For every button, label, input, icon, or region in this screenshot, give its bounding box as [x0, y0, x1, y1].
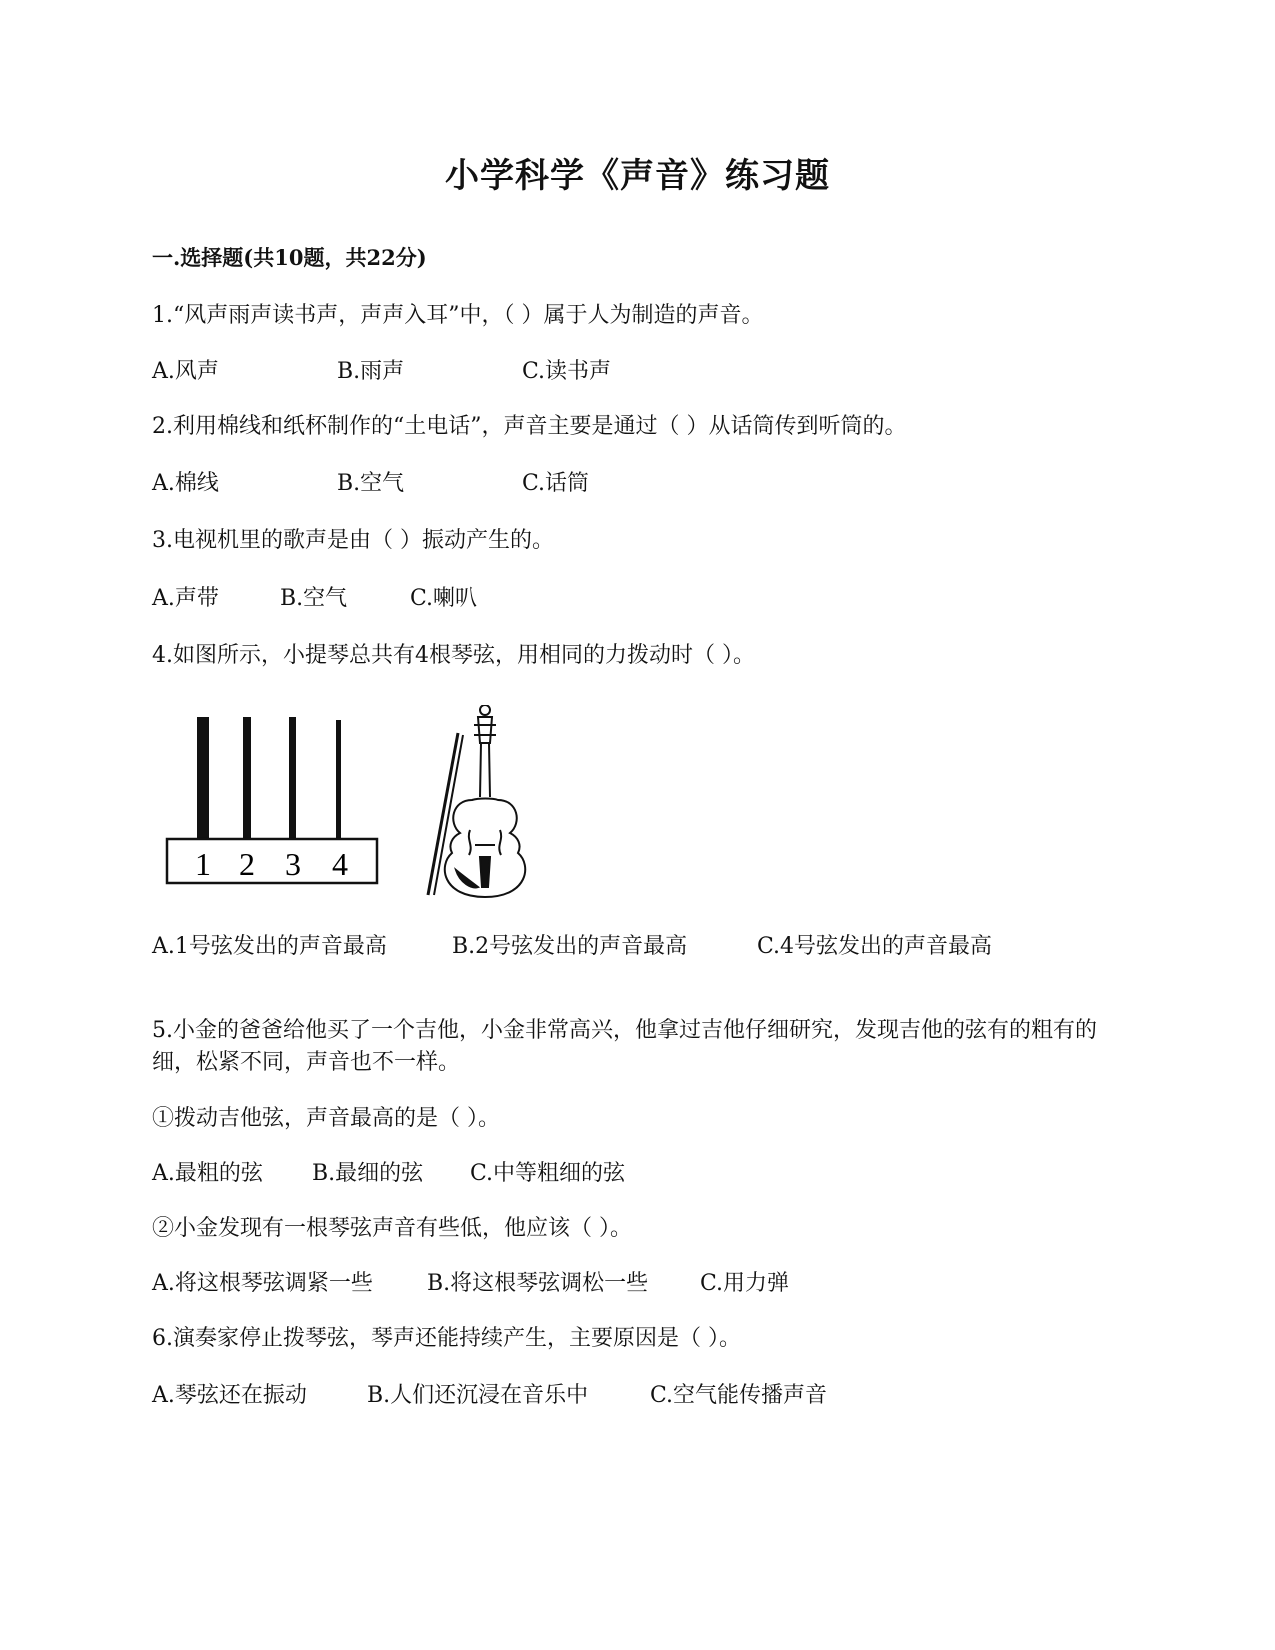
option-c[interactable]: C.话筒	[522, 471, 590, 496]
question-1: 1.“风声雨声读书声，声声入耳”中，（ ）属于人为制造的声音。	[152, 303, 764, 328]
violin-icon	[428, 705, 525, 897]
option-b[interactable]: B.最细的弦	[312, 1161, 424, 1186]
option-b[interactable]: B.雨声	[337, 359, 405, 384]
option-b[interactable]: B.2号弦发出的声音最高	[452, 934, 688, 959]
string-4	[336, 720, 341, 839]
option-a[interactable]: A.1号弦发出的声音最高	[152, 934, 387, 959]
option-a[interactable]: A.将这根琴弦调紧一些	[152, 1271, 373, 1296]
string-label-1: 1	[195, 846, 211, 882]
string-2	[243, 717, 251, 839]
question-5-sub-1-options	[152, 1158, 1152, 1190]
option-c[interactable]: C.空气能传播声音	[650, 1383, 828, 1408]
question-5: 5.小金的爸爸给他买了一个吉他，小金非常高兴，他拿过吉他仔细研究，发现吉他的弦有的粗有的细，松紧不同，声音也不一样。	[152, 1018, 1097, 1075]
question-4-figure	[160, 705, 540, 905]
question-2-options	[152, 468, 1152, 500]
question-5-sub-1: ①拨动吉他弦，声音最高的是（ ）。	[152, 1106, 500, 1131]
question-2: 2.利用棉线和纸杯制作的“土电话”，声音主要是通过（ ）从话筒传到听筒的。	[152, 414, 907, 439]
string-3	[289, 717, 296, 839]
option-c[interactable]: C.读书声	[522, 359, 612, 384]
question-5-sub-2: ②小金发现有一根琴弦声音有些低，他应该（ ）。	[152, 1216, 632, 1241]
option-b[interactable]: B.空气	[337, 471, 405, 496]
option-c[interactable]: C.中等粗细的弦	[470, 1161, 626, 1186]
question-3-options	[152, 583, 1152, 615]
question-3: 3.电视机里的歌声是由（ ）振动产生的。	[152, 528, 554, 553]
option-b[interactable]: B.人们还沉浸在音乐中	[367, 1383, 589, 1408]
question-6-options	[152, 1380, 1152, 1412]
option-a[interactable]: A.风声	[152, 359, 219, 384]
string-diagram	[167, 717, 377, 883]
option-c[interactable]: C.4号弦发出的声音最高	[757, 934, 993, 959]
page-title: 小学科学《声音》练习题	[445, 156, 830, 196]
question-6: 6.演奏家停止拨琴弦，琴声还能持续产生，主要原因是（ ）。	[152, 1326, 741, 1351]
question-1-options	[152, 356, 1152, 388]
section-title: 一.选择题(共10题，共22分)	[152, 245, 427, 270]
question-4-options	[152, 931, 1152, 963]
string-label-4: 4	[332, 846, 348, 882]
string-1	[197, 717, 209, 839]
string-label-3: 3	[285, 846, 301, 882]
option-a[interactable]: A.琴弦还在振动	[152, 1383, 307, 1408]
option-b[interactable]: B.将这根琴弦调松一些	[427, 1271, 649, 1296]
option-a[interactable]: A.声带	[152, 586, 219, 611]
string-label-2: 2	[239, 846, 255, 882]
option-a[interactable]: A.棉线	[152, 471, 219, 496]
option-c[interactable]: C.用力弹	[700, 1271, 790, 1296]
option-a[interactable]: A.最粗的弦	[152, 1161, 263, 1186]
question-4: 4.如图所示，小提琴总共有4根琴弦，用相同的力拨动时（ ）。	[152, 643, 755, 668]
option-c[interactable]: C.喇叭	[410, 586, 478, 611]
question-5-sub-2-options	[152, 1268, 1152, 1300]
option-b[interactable]: B.空气	[280, 586, 348, 611]
